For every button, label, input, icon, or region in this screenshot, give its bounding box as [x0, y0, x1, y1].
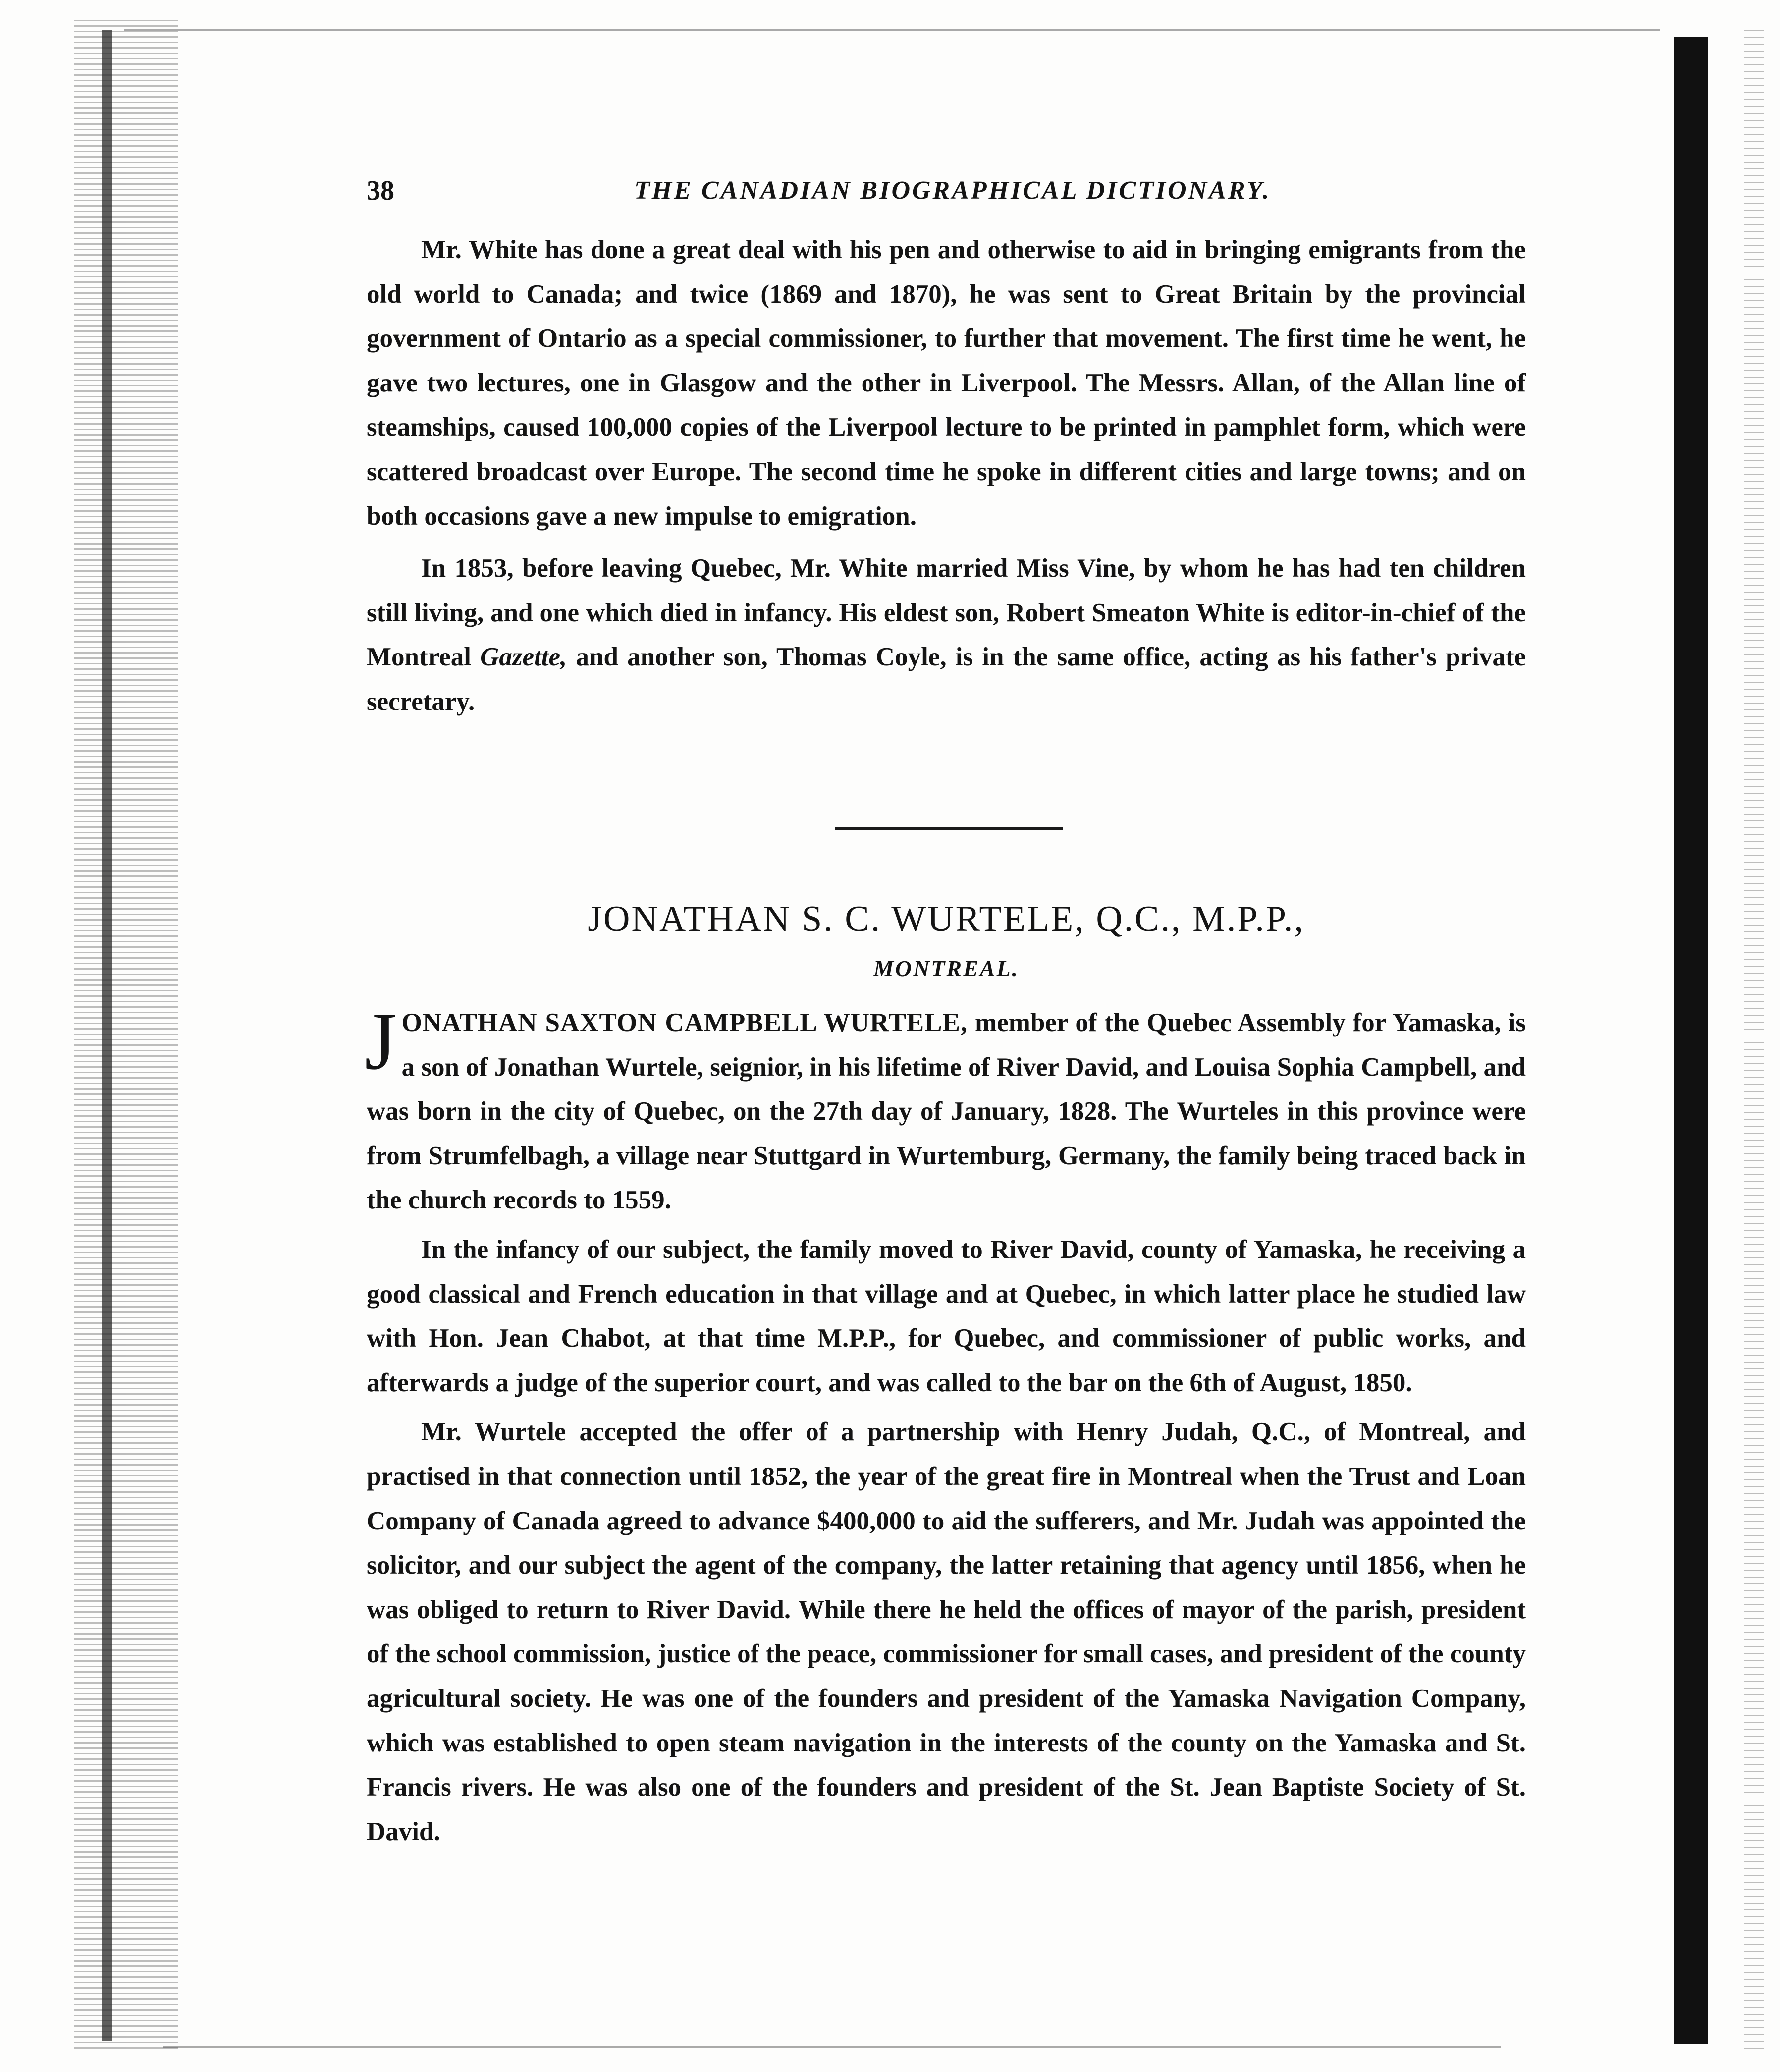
- page-number: 38: [367, 175, 394, 206]
- paragraph: [367, 546, 1526, 724]
- newspaper-title: Gazette,: [480, 643, 567, 672]
- wurtele-biography: [365, 995, 1526, 1854]
- paragraph-text: In 1853, before leaving Quebec, Mr. White married Miss Vine, by whom he has had ten children still living, and one which died in infancy. His eldest son, Robert Smeaton White is editor-in-chief of the Montreal: [367, 554, 1526, 672]
- running-head: [367, 168, 1511, 213]
- drop-cap: J: [365, 995, 397, 1087]
- paragraph-text: member of the Quebec Assembly for Yamaska, is a son of Jonathan Wurtele, seignior, in his lifetime of River David, and Louisa Sophia Campbell, and was born in the city of Quebec, on the 27th day of January, 1828. The Wurteles in this province were from Strumfelbagh, a village near Stuttgard in Wurtemburg, Germany, the family being traced back in the church records to 1559.: [367, 1008, 1526, 1215]
- running-title: THE CANADIAN BIOGRAPHICAL DICTIONARY.: [634, 176, 1271, 205]
- paragraph: In the infancy of our subject, the family moved to River David, county of Yamaska, he receiving a good classical and French education in that village and at Quebec, in which latter place he studied law with Hon. Jean Chabot, at that time M.P.P., for Quebec, and commissioner of public works, and afterwards a judge of the superior court, and was called to the bar on the 6th of August, 1850.: [367, 1235, 1526, 1397]
- paragraph: Mr. White has done a great deal with his pen and otherwise to aid in bringing emigrants from the old world to Canada; and twice (1869 and 1870), he was sent to Great Britain by the provincial government of Ontario as a special commissioner, to further that movement. The first time he went, he gave two lectures, one in Glasgow and the other in Liverpool. The Messrs. Allan, of the Allan line of steamships, caused 100,000 copies of the Liverpool lecture to be printed in pamphlet form, which were scattered broadcast over Europe. The second time he spoke in different cities and large towns; and on both occasions gave a new impulse to emigration.: [367, 235, 1526, 531]
- opening-paragraph: [365, 995, 1526, 1223]
- scan-top-edge: [124, 29, 1660, 31]
- scan-left-margin-artifact: [74, 20, 178, 2051]
- scan-right-margin-artifact: [1744, 30, 1764, 2051]
- entry-place: MONTREAL.: [873, 956, 1020, 981]
- section-divider: [835, 827, 1063, 830]
- paragraph: Mr. Wurtele accepted the offer of a partnership with Henry Judah, Q.C., of Montreal, and practised in that connection until 1852, the year of the great fire in Montreal when the Trust and Loan Company of Canada agreed to advance $400,000 to aid the sufferers, and Mr. Judah was appointed the solicitor, and our subject the agent of the company, the latter retaining that agency until 1856, when he was obliged to return to River David. While there he held the offices of mayor of the parish, president of the school commission, justice of the peace, commissioner for small cases, and president of the county agricultural society. He was one of the founders and president of the Yamaska Navigation Company, which was established to open steam navigation in the interests of the county on the Yamaska and St. Francis rivers. He was also one of the founders and president of the St. Jean Baptiste Society of St. David.: [367, 1418, 1526, 1846]
- subject-full-name: ONATHAN SAXTON CAMPBELL WURTELE,: [401, 1008, 968, 1037]
- scan-binding-shadow: [102, 30, 112, 2041]
- scan-right-edge-bar: [1674, 37, 1708, 2044]
- white-biography-continuation: [367, 228, 1526, 724]
- entry-heading: JONATHAN S. C. WURTELE, Q.C., M.P.P.,: [588, 899, 1305, 939]
- scan-bottom-edge: [163, 2046, 1501, 2048]
- paragraph-text: and another son, Thomas Coyle, is in the same office, acting as his father's private secretary.: [367, 643, 1526, 716]
